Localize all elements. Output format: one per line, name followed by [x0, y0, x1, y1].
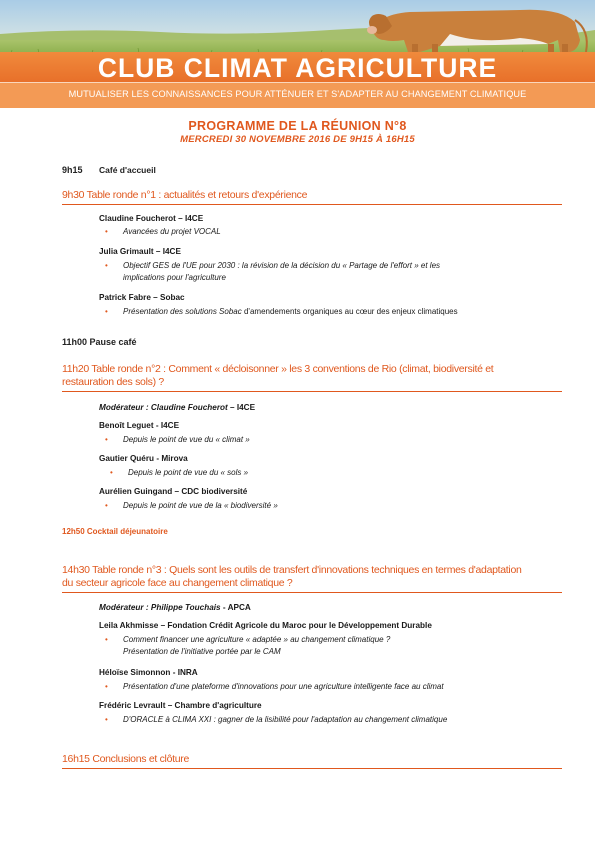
welcome-label: Café d'accueil [99, 165, 156, 175]
speaker-name: Benoît Leguet - I4CE [99, 421, 180, 430]
program-date: MERCREDI 30 NOVEMBRE 2016 DE 9H15 À 16H15 [180, 134, 415, 145]
bullet-icon: • [105, 715, 108, 724]
list-item: Présentation d'une plateforme d'innovations pour une agriculture intelligente face au climat [123, 682, 444, 691]
list-item: Présentation des solutions Sobac d'amendements organiques au cœur des enjeux climatiques [123, 307, 458, 316]
bullet-icon: • [110, 468, 113, 477]
lunch-label: 12h50 Cocktail déjeunatoire [62, 527, 168, 536]
round1-heading: 9h30 Table ronde n°1 : actualités et retours d'expérience [62, 189, 562, 205]
bullet-icon: • [105, 227, 108, 236]
bullet-icon: • [105, 635, 108, 644]
list-item: implications pour l'agriculture [123, 273, 226, 282]
speaker-name: Patrick Fabre – Sobac [99, 293, 185, 302]
speaker-name: Frédéric Levrault – Chambre d'agriculture [99, 701, 262, 710]
list-item: Depuis le point de vue de la « biodiversité » [123, 501, 278, 510]
bullet-icon: • [105, 682, 108, 691]
list-item: Présentation de l'initiative portée par le CAM [123, 647, 281, 656]
moderator: Modérateur : Philippe Touchais - APCA [99, 603, 251, 612]
moderator: Modérateur : Claudine Foucherot – I4CE [99, 403, 256, 412]
round3-heading: 14h30 Table ronde n°3 : Quels sont les outils de transfert d'innovations techniques en termes d'adaptation du secteur agricole face au changement climatique ? [62, 564, 562, 593]
list-item: Depuis le point de vue du « climat » [123, 435, 250, 444]
speaker-name: Gautier Quéru - Mirova [99, 454, 188, 463]
round2-heading: 11h20 Table ronde n°2 : Comment « décloisonner » les 3 conventions de Rio (climat, biodiversité et restauration des sols) ? [62, 363, 562, 392]
list-item: Avancées du projet VOCAL [123, 227, 221, 236]
list-item: D'ORACLE à CLIMA XXI : gagner de la lisibilité pour l'adaptation au changement climatique [123, 715, 448, 724]
banner-subtitle: MUTUALISER LES CONNAISSANCES POUR ATTÉNUER ET S'ADAPTER AU CHANGEMENT CLIMATIQUE [68, 89, 527, 99]
closing-heading: 16h15 Conclusions et clôture [62, 753, 562, 769]
bullet-icon: • [105, 307, 108, 316]
speaker-name: Julia Grimault – I4CE [99, 247, 181, 256]
welcome-time: 9h15 [62, 165, 83, 175]
speaker-name: Leila Akhmisse – Fondation Crédit Agricole du Maroc pour le Développement Durable [99, 621, 432, 630]
speaker-name: Héloïse Simonnon - INRA [99, 668, 198, 677]
program-title: PROGRAMME DE LA RÉUNION N°8 [188, 119, 407, 133]
bullet-icon: • [105, 501, 108, 510]
break-label: 11h00 Pause café [62, 337, 137, 347]
list-item: Comment financer une agriculture « adaptée » au changement climatique ? [123, 635, 391, 644]
speaker-name: Claudine Foucherot – I4CE [99, 214, 204, 223]
bullet-icon: • [105, 435, 108, 444]
bullet-icon: • [105, 261, 108, 270]
header-banner [0, 0, 595, 108]
banner-title: CLUB CLIMAT AGRICULTURE [97, 53, 498, 83]
speaker-name: Aurélien Guingand – CDC biodiversité [99, 487, 248, 496]
list-item: Objectif GES de l'UE pour 2030 : la révision de la décision du « Partage de l'effort » et les [123, 261, 441, 270]
list-item: Depuis le point de vue du « sols » [128, 468, 249, 477]
